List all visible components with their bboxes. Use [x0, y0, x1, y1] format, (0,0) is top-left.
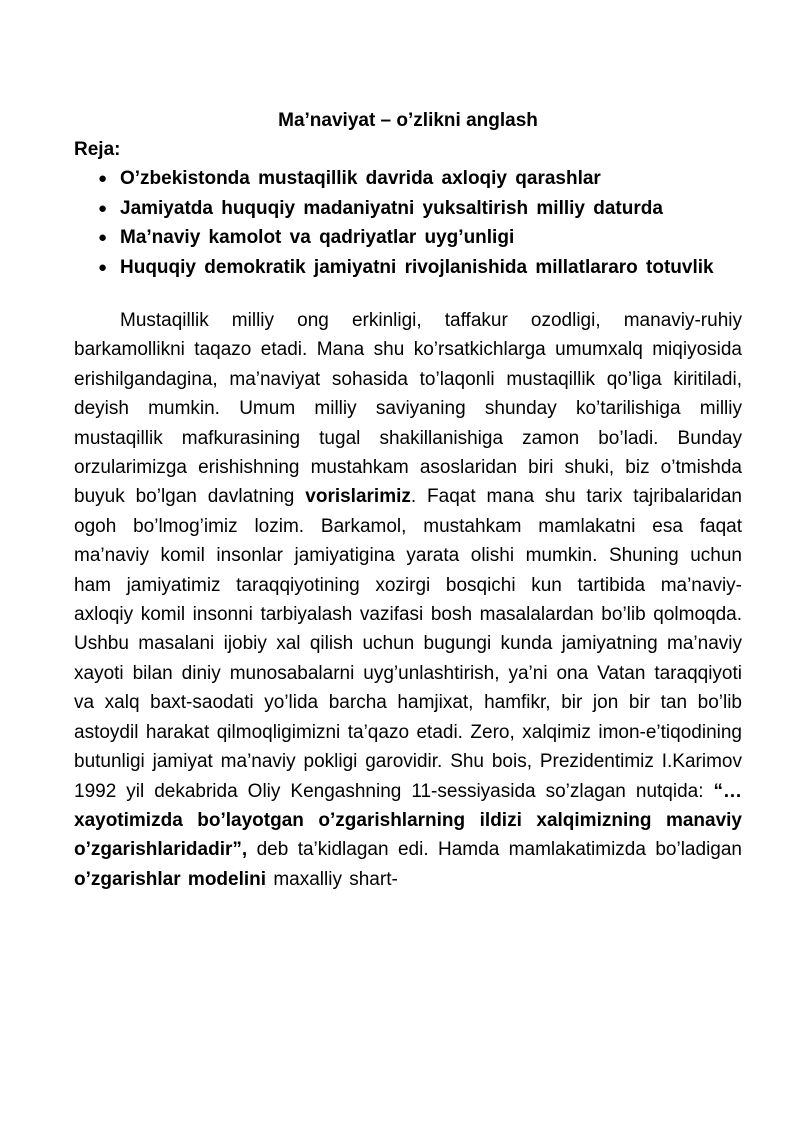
plan-item [98, 253, 742, 283]
body-paragraph [74, 306, 742, 894]
president-quote: “… xayotimizda bo’layotgan o’zgarishlarning ildizi xalqimizning manaviy o’zgarishlaridadir”, [74, 780, 743, 861]
plan-item-text: Jamiyatda huquqiy madaniyatni yuksaltirish milliy daturda [120, 197, 663, 219]
bullet-icon: ● [98, 199, 108, 217]
plan-label: Reja: [74, 139, 121, 160]
bold-term: o’zgarishlar modelini [74, 868, 267, 890]
paragraph-text: Mustaqillik milliy ong erkinligi, taffakur ozodligi, manaviy-ruhiy barkamollikni taqazo etadi. Mana shu ko’rsatkichlarga umumxalq miqiyosida erishilgandagina, ma’naviyat sohasida to’laqonli mustaqillik qo’liga kiritiladi, deyish mumkin. Umum milliy saviyaning shunday ko’tarilishiga milliy mustaqillik mafkurasining tugal shakillanishiga zamon bo’ladi. Bunday orzularimizga erishishning mustahkam asoslaridan biri shuki, biz o’tmishda buyuk bo’lgan davlatning [74, 310, 742, 508]
plan-item-text: Huquqiy demokratik jamiyatni rivojlanishida millatlararo totuvlik [120, 256, 714, 278]
plan-item [98, 223, 742, 253]
paragraph-text: . Faqat mana shu tarix tajribalaridan ogoh bo’lmog’imiz lozim. Barkamol, mustahkam mamlakatni esa faqat ma’naviy komil insonlar jamiyatigina yarata olishi mumkin. Shuning uchun ham jamiyatimiz taraqqiyotining xozirgi bosqichi kun tartibida ma’naviy-axloqiy komil insonni tarbiyalash vazifasi bosh masalalardan bo’lib qolmoqda. Ushbu masalani ijobiy xal qilish uchun bugungi kunda jamiyatning ma’naviy xayoti bilan diniy munosabalarni uyg’unlashtirish, ya’ni ona Vatan taraqqiyoti va xalq baxt-saodati yo’lida barcha hamjixat, hamfikr, bir jon bir tan bo’lib astoydil harakat qilmoqligimizni ta’qazo etadi. Zero, xalqimiz imon-e’tiqodining butunligi jamiyat ma’naviy pokligi garovidir. Shu bois, Prezidentimiz I.Karimov 1992 yil dekabrida Oliy Kengashning 11-sessiyasida so’zlagan nutqida: [74, 486, 742, 802]
bullet-icon: ● [98, 170, 108, 187]
page-title: Ma’naviyat – o’zlikni anglash [278, 110, 538, 131]
paragraph-text: deb ta’kidlagan edi. Hamda mamlakatimizda bo’ladigan [247, 839, 742, 861]
plan-item-text: O’zbekistonda mustaqillik davrida axloqiy qarashlar [120, 168, 601, 189]
bullet-icon: ● [98, 258, 108, 276]
plan-item [98, 164, 742, 194]
paragraph-text: maxalliy shart- [266, 868, 398, 890]
plan-list [74, 164, 742, 282]
plan-item-text: Ma’naviy kamolot va qadriyatlar uyg’unligi [120, 227, 515, 248]
plan-item [98, 194, 742, 224]
bold-term: vorislarimiz [305, 486, 411, 508]
bullet-icon: ● [98, 229, 108, 246]
